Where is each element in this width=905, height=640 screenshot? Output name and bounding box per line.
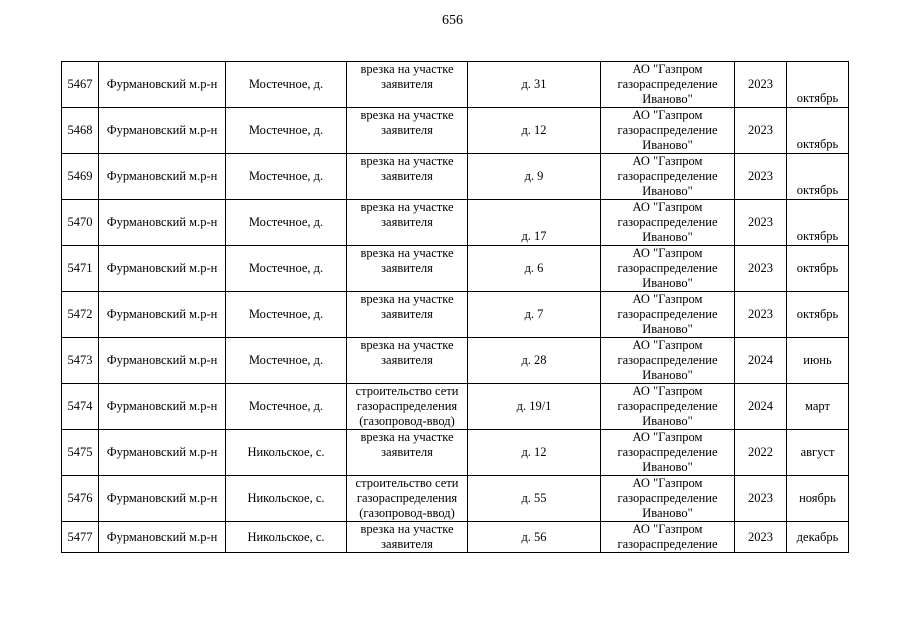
row-number: 5477 xyxy=(62,522,99,553)
table-row xyxy=(62,200,849,246)
work-type-cell: врезка на участке заявителя xyxy=(347,292,468,338)
table-row xyxy=(62,62,849,108)
row-number: 5475 xyxy=(62,430,99,476)
year-cell: 2022 xyxy=(735,430,787,476)
table-row xyxy=(62,108,849,154)
work-type-cell: врезка на участке заявителя xyxy=(347,108,468,154)
house-cell: д. 28 xyxy=(468,338,601,384)
district-cell: Фурмановский м.р-н xyxy=(99,62,226,108)
organization-cell: АО "Газпром газораспределение Иваново" xyxy=(601,62,735,108)
page-number: 656 xyxy=(442,13,463,28)
year-cell: 2023 xyxy=(735,246,787,292)
month-cell: октябрь xyxy=(787,108,849,154)
work-type-cell: врезка на участке заявителя xyxy=(347,62,468,108)
table-row xyxy=(62,430,849,476)
work-type-cell: врезка на участке заявителя xyxy=(347,200,468,246)
district-cell: Фурмановский м.р-н xyxy=(99,200,226,246)
row-number: 5469 xyxy=(62,154,99,200)
work-type-cell: строительство сети газораспределения (газопровод-ввод) xyxy=(347,476,468,522)
organization-cell: АО "Газпром газораспределение Иваново" xyxy=(601,200,735,246)
work-type-cell: врезка на участке заявителя xyxy=(347,430,468,476)
registry-table xyxy=(61,61,849,553)
year-cell: 2023 xyxy=(735,200,787,246)
year-cell: 2024 xyxy=(735,338,787,384)
row-number: 5473 xyxy=(62,338,99,384)
year-cell: 2023 xyxy=(735,522,787,553)
settlement-cell: Мостечное, д. xyxy=(226,154,347,200)
table-row xyxy=(62,154,849,200)
year-cell: 2023 xyxy=(735,62,787,108)
work-type-cell: врезка на участке заявителя xyxy=(347,246,468,292)
house-cell: д. 56 xyxy=(468,522,601,553)
house-cell: д. 55 xyxy=(468,476,601,522)
organization-cell: АО "Газпром газораспределение Иваново" xyxy=(601,108,735,154)
settlement-cell: Мостечное, д. xyxy=(226,292,347,338)
table-row xyxy=(62,338,849,384)
organization-cell: АО "Газпром газораспределение Иваново" xyxy=(601,384,735,430)
month-cell: декабрь xyxy=(787,522,849,553)
month-cell: ноябрь xyxy=(787,476,849,522)
house-cell: д. 12 xyxy=(468,108,601,154)
district-cell: Фурмановский м.р-н xyxy=(99,108,226,154)
settlement-cell: Мостечное, д. xyxy=(226,108,347,154)
organization-cell: АО "Газпром газораспределение Иваново" xyxy=(601,338,735,384)
house-cell: д. 19/1 xyxy=(468,384,601,430)
district-cell: Фурмановский м.р-н xyxy=(99,430,226,476)
table-row xyxy=(62,522,849,553)
settlement-cell: Мостечное, д. xyxy=(226,246,347,292)
settlement-cell: Никольское, с. xyxy=(226,476,347,522)
district-cell: Фурмановский м.р-н xyxy=(99,338,226,384)
house-cell: д. 17 xyxy=(468,200,601,246)
year-cell: 2024 xyxy=(735,384,787,430)
organization-cell: АО "Газпром газораспределение xyxy=(601,522,735,553)
house-cell: д. 12 xyxy=(468,430,601,476)
row-number: 5472 xyxy=(62,292,99,338)
month-cell: октябрь xyxy=(787,292,849,338)
house-cell: д. 31 xyxy=(468,62,601,108)
settlement-cell: Мостечное, д. xyxy=(226,200,347,246)
organization-cell: АО "Газпром газораспределение Иваново" xyxy=(601,430,735,476)
organization-cell: АО "Газпром газораспределение Иваново" xyxy=(601,292,735,338)
organization-cell: АО "Газпром газораспределение Иваново" xyxy=(601,476,735,522)
month-cell: октябрь xyxy=(787,200,849,246)
row-number: 5467 xyxy=(62,62,99,108)
organization-cell: АО "Газпром газораспределение Иваново" xyxy=(601,246,735,292)
year-cell: 2023 xyxy=(735,154,787,200)
month-cell: октябрь xyxy=(787,246,849,292)
month-cell: октябрь xyxy=(787,154,849,200)
month-cell: июнь xyxy=(787,338,849,384)
settlement-cell: Никольское, с. xyxy=(226,522,347,553)
settlement-cell: Мостечное, д. xyxy=(226,384,347,430)
work-type-cell: врезка на участке заявителя xyxy=(347,522,468,553)
settlement-cell: Никольское, с. xyxy=(226,430,347,476)
month-cell: август xyxy=(787,430,849,476)
work-type-cell: врезка на участке заявителя xyxy=(347,154,468,200)
settlement-cell: Мостечное, д. xyxy=(226,338,347,384)
month-cell: октябрь xyxy=(787,62,849,108)
table-row xyxy=(62,384,849,430)
row-number: 5471 xyxy=(62,246,99,292)
district-cell: Фурмановский м.р-н xyxy=(99,154,226,200)
year-cell: 2023 xyxy=(735,292,787,338)
district-cell: Фурмановский м.р-н xyxy=(99,384,226,430)
house-cell: д. 9 xyxy=(468,154,601,200)
month-cell: март xyxy=(787,384,849,430)
work-type-cell: строительство сети газораспределения (газопровод-ввод) xyxy=(347,384,468,430)
district-cell: Фурмановский м.р-н xyxy=(99,292,226,338)
year-cell: 2023 xyxy=(735,108,787,154)
district-cell: Фурмановский м.р-н xyxy=(99,476,226,522)
work-type-cell: врезка на участке заявителя xyxy=(347,338,468,384)
table-row xyxy=(62,292,849,338)
settlement-cell: Мостечное, д. xyxy=(226,62,347,108)
table-row xyxy=(62,246,849,292)
row-number: 5476 xyxy=(62,476,99,522)
row-number: 5468 xyxy=(62,108,99,154)
table-row xyxy=(62,476,849,522)
district-cell: Фурмановский м.р-н xyxy=(99,246,226,292)
house-cell: д. 7 xyxy=(468,292,601,338)
district-cell: Фурмановский м.р-н xyxy=(99,522,226,553)
year-cell: 2023 xyxy=(735,476,787,522)
row-number: 5474 xyxy=(62,384,99,430)
organization-cell: АО "Газпром газораспределение Иваново" xyxy=(601,154,735,200)
house-cell: д. 6 xyxy=(468,246,601,292)
row-number: 5470 xyxy=(62,200,99,246)
